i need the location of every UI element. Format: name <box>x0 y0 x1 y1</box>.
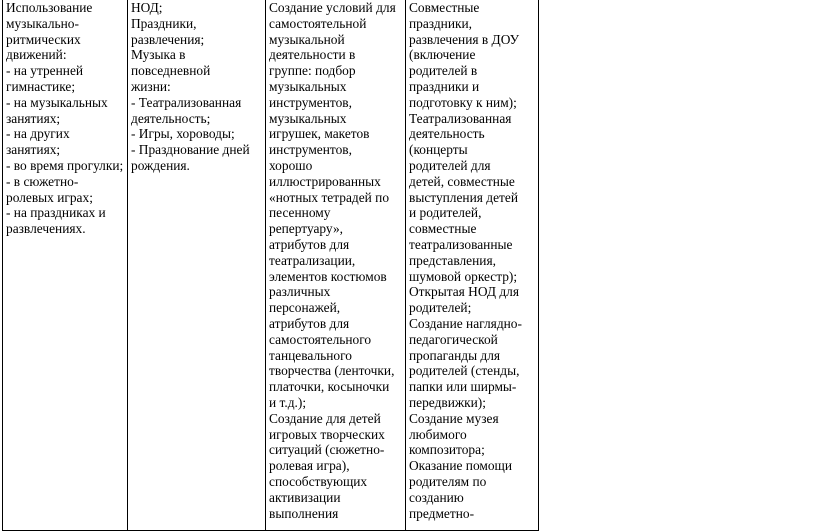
table-cell-independent-activity-conditions: Создание условий для самостоятельной музыкальной деятельности в группе: подбор музыкальных инструментов, музыкальных игрушек, макетов инструментов, хорошо иллюстрированных «нотных тетрадей по песенному репертуару», атрибутов для театрализации, элементов костюмов различных персонажей, атрибутов для самостоятельного танцевального творчества (ленточки, платочки, косыночки и т.д.); Создание для детей игровых творческих ситуаций (сюжетно- ролевая игра), способствующих активизации выполнения <box>266 0 406 531</box>
table-cell-activity-forms: НОД; Праздники, развлечения; Музыка в повседневной жизни: - Театрализованная деятельность; - Игры, хороводы; - Празднование дней рождения. <box>128 0 266 531</box>
table-cell-music-rhythmic-movements: Использование музыкально- ритмических движений: - на утренней гимнастике; - на музыкальных занятиях; - на других занятиях; - во время прогулки; - в сюжетно- ролевых играх; - на праздниках и развлечениях. <box>3 0 128 531</box>
table-row <box>3 0 539 531</box>
activities-table <box>2 0 539 531</box>
table-cell-family-cooperation: Совместные праздники, развлечения в ДОУ (включение родителей в праздники и подготовку к ним); Театрализованная деятельность (концерты родителей для детей, совместные выступления детей и родителей, совместные театрализованные представления, шумовой оркестр); Открытая НОД для родителей; Создание наглядно- педагогической пропаганды для родителей (стенды, папки или ширмы- передвижки); Создание музея любимого композитора; Оказание помощи родителям по созданию предметно- <box>406 0 539 531</box>
